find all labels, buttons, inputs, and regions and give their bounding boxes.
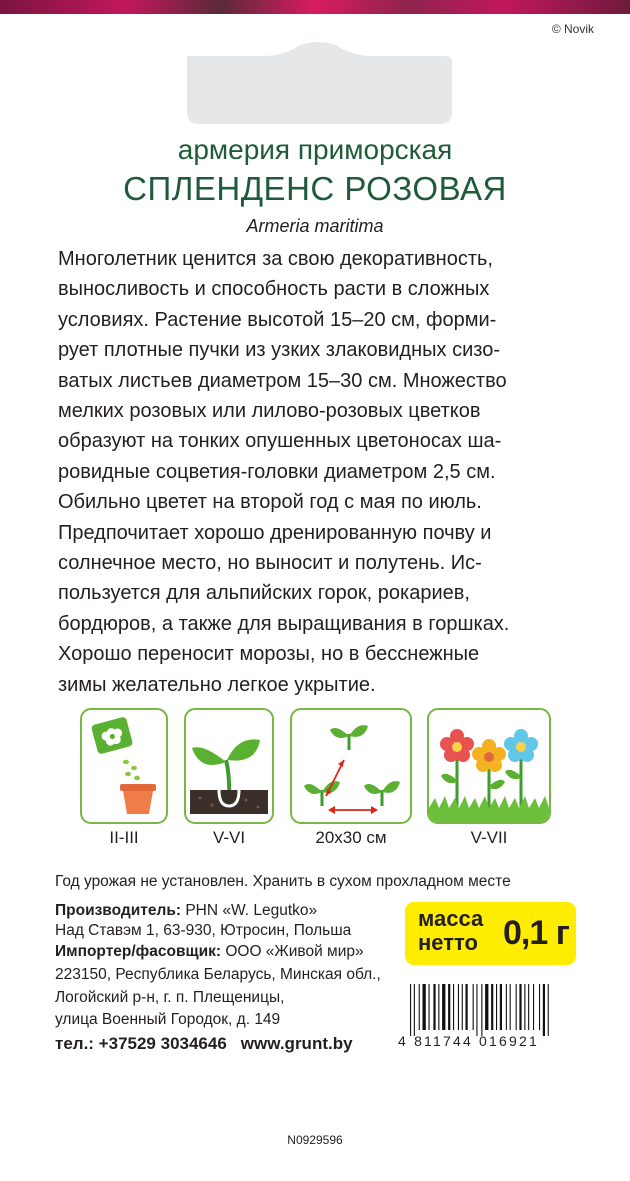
- producer-label: Производитель:: [55, 902, 182, 919]
- description-line: зимы желательно легкое укрытие.: [58, 673, 376, 696]
- barcode-bar: [528, 984, 529, 1030]
- barcode-bar: [429, 984, 430, 1030]
- description-line: образуют на тонких опушенных цветоносах ша-: [58, 430, 502, 453]
- description-line: солнечное место, но выносит и полутень. Ис-: [58, 552, 482, 575]
- copyright: © Novik: [551, 22, 594, 36]
- barcode-bar: [438, 984, 439, 1030]
- description-line: мелких розовых или лилово-розовых цветков: [58, 400, 481, 423]
- harvest-note: Год урожая не установлен. Хранить в сухом прохладном месте: [55, 873, 511, 890]
- variety-name: СПЛЕНДЕНС РОЗОВАЯ: [123, 170, 507, 207]
- barcode-bar: [500, 984, 502, 1030]
- description-line: пользуется для альпийских горок, рокариев,: [58, 582, 470, 605]
- barcode-bar: [485, 984, 488, 1030]
- net-weight-label: [418, 907, 483, 955]
- sowing-in-pot-icon: [80, 708, 168, 824]
- description-line: ровидные соцветия-головки диаметром 2,5 см.: [58, 460, 496, 483]
- description-line: условиях. Растение высотой 15–20 см, форми-: [58, 308, 497, 331]
- description-line: ватых листьев диаметром 15–30 см. Множество: [58, 369, 507, 392]
- barcode-bar: [433, 984, 435, 1030]
- barcode-number: 4 811744 016921: [398, 1033, 539, 1049]
- barcode-bar: [510, 984, 511, 1030]
- barcode-bar: [548, 984, 549, 1036]
- flowering-icon: [427, 708, 551, 824]
- product-code: N0929596: [287, 1133, 343, 1147]
- plant-common-name: армерия приморская: [177, 134, 453, 165]
- importer-address-line: улица Военный Городок, д. 149: [55, 1011, 281, 1028]
- spacing-caption: 20x30 см: [315, 828, 387, 847]
- importer-name: ООО «Живой мир»: [225, 943, 364, 960]
- barcode-bar: [423, 984, 426, 1030]
- planting-seedling-icon: [184, 708, 274, 824]
- barcode-bar: [496, 984, 497, 1030]
- barcode-bar: [442, 984, 445, 1030]
- description-line: выносливость и способность расти в сложных: [58, 278, 490, 301]
- description-line: Обильно цветет на второй год с мая по июль.: [58, 491, 482, 514]
- barcode-bar: [458, 984, 459, 1030]
- planting-time-caption: V-VI: [212, 828, 246, 847]
- barcode-bar: [419, 984, 420, 1030]
- spacing-icon: [290, 708, 412, 824]
- barcode-bar: [448, 984, 450, 1030]
- producer-line: [55, 902, 317, 920]
- barcode-bar: [539, 984, 540, 1030]
- barcode-bar: [410, 984, 411, 1036]
- importer-line: [55, 943, 364, 961]
- contacts: [55, 1034, 353, 1054]
- barcode-bar: [543, 984, 545, 1036]
- flowering-time-caption: V-VII: [470, 828, 508, 847]
- description-line: бордюров, а также для выращивания в горшках.: [58, 612, 510, 635]
- producer-name: PHN «W. Legutko»: [185, 902, 318, 919]
- seedling-top: [330, 725, 368, 750]
- barcode-bar: [491, 984, 493, 1030]
- phone-number: тел.: +37529 3034646: [55, 1034, 227, 1053]
- producer-address: Над Ставэм 1, 63-930, Ютросин, Польша: [55, 922, 352, 939]
- barcode-bar: [516, 984, 517, 1030]
- barcode-bar: [414, 984, 415, 1036]
- importer-label: Импортер/фасовщик:: [55, 943, 222, 960]
- barcode-bar: [519, 984, 521, 1030]
- sowing-time-caption: II-III: [109, 828, 139, 847]
- latin-name: Armeria maritima: [246, 216, 384, 236]
- importer-address-line: 223150, Республика Беларусь, Минская обл.,: [55, 966, 381, 983]
- website: www.grunt.by: [240, 1034, 353, 1053]
- barcode-bar: [481, 984, 482, 1036]
- net-weight-label-line: масса: [418, 906, 484, 931]
- barcode-bar: [466, 984, 468, 1030]
- label-window-shape: [0, 0, 630, 135]
- description-line: Многолетник ценится за свою декоративность,: [58, 248, 493, 270]
- net-weight-badge: [405, 902, 576, 965]
- description: [58, 244, 576, 700]
- barcode-bar: [476, 984, 477, 1036]
- barcode-bar: [462, 984, 463, 1030]
- barcode-bar: [524, 984, 525, 1030]
- description-line: Предпочитает хорошо дренированную почву и: [58, 521, 492, 544]
- importer-address-line: Логойский р-н, г. п. Плещеницы,: [55, 989, 285, 1006]
- barcode-bar: [453, 984, 454, 1030]
- description-line: рует плотные пучки из узких злаковидных сизо-: [58, 339, 500, 362]
- barcode-bar: [533, 984, 534, 1030]
- barcode: [408, 984, 574, 1036]
- barcode-bar: [506, 984, 507, 1030]
- description-line: Хорошо переносит морозы, но в бесснежные: [58, 643, 480, 666]
- barcode-bar: [473, 984, 474, 1030]
- net-weight-value: 0,1 г: [503, 914, 569, 952]
- net-weight-label-line: нетто: [418, 930, 478, 955]
